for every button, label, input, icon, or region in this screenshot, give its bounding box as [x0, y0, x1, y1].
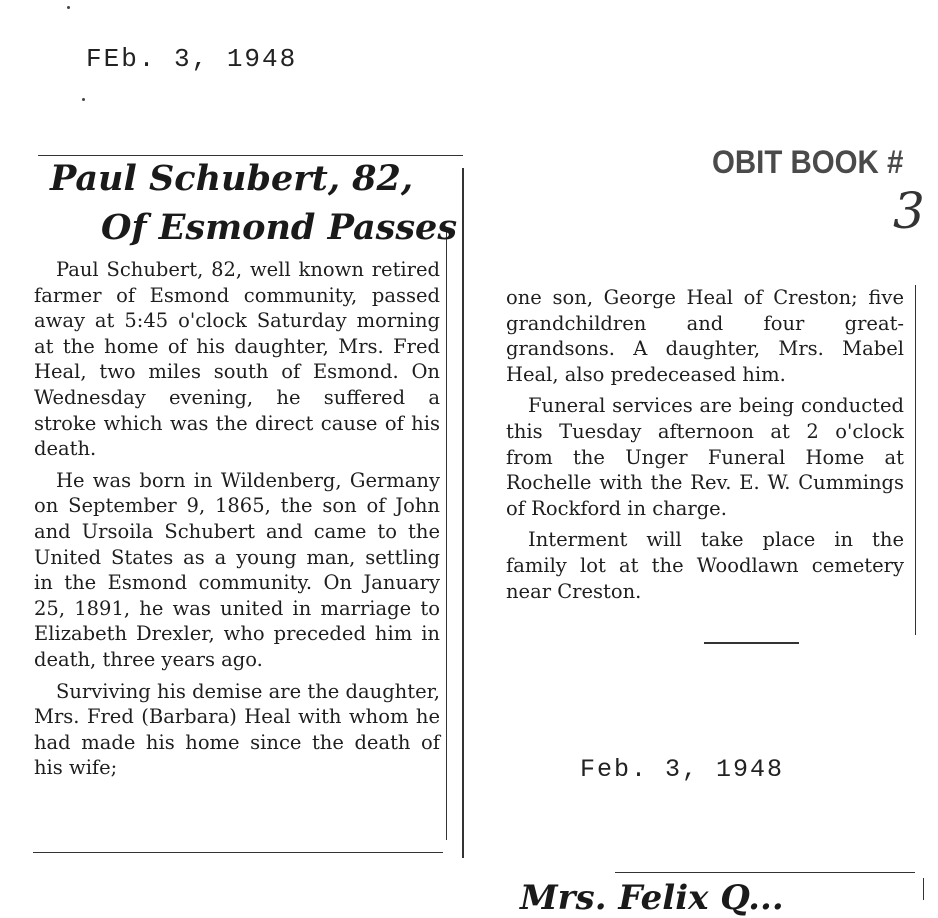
next-clipping-edge	[923, 878, 924, 900]
handwritten-book-number: 3	[893, 182, 925, 240]
speck	[67, 6, 70, 9]
right-column-border	[915, 285, 916, 635]
end-rule	[704, 642, 799, 644]
article-right-column	[506, 285, 904, 604]
clipping-right-border-2	[446, 230, 447, 840]
article-paragraph: He was born in Wildenberg, Germany on September 9, 1865, the son of John and Ursoila Schubert and came to the United States as a young man, settling in the Esmond community. On January 25, 1891, he was united in marriage to Elizabeth Drexler, who preceded him in death, three years ago.	[34, 468, 440, 671]
clipping-right-border	[462, 168, 464, 858]
headline-line-1: Paul Schubert, 82,	[50, 158, 414, 199]
clipping-top-rule	[38, 155, 463, 156]
bottom-date: Feb. 3, 1948	[580, 755, 785, 784]
next-clipping-rule	[615, 872, 915, 873]
speck	[82, 98, 85, 101]
clipping-bottom-rule	[33, 852, 443, 853]
article-paragraph: Interment will take place in the family lot at the Woodlawn cemetery near Creston.	[506, 528, 904, 603]
article-paragraph: one son, George Heal of Creston; five grandchildren and four great-grandsons. A daughter, Mrs. Mabel Heal, also predeceased him.	[506, 286, 904, 386]
article-paragraph: Paul Schubert, 82, well known retired farmer of Esmond community, passed away at 5:45 o'clock Saturday morning at the home of his daughter, Mrs. Fred Heal, two miles south of Esmond. On Wednesday evening, he suffered a stroke which was the direct cause of his death.	[34, 258, 440, 461]
headline-line-2: Of Esmond Passes	[101, 207, 458, 248]
obit-book-stamp: OBIT BOOK #	[712, 144, 904, 180]
article-left-column	[34, 257, 440, 781]
top-date: FEb. 3, 1948	[86, 44, 298, 74]
next-clipping-headline: Mrs. Felix Q...	[520, 878, 784, 918]
article-paragraph: Funeral services are being conducted this Tuesday afternoon at 2 o'clock from the Unger Funeral Home at Rochelle with the Rev. E. W. Cummings of Rockford in charge.	[506, 394, 904, 520]
article-paragraph: Surviving his demise are the daughter, Mrs. Fred (Barbara) Heal with whom he had made his home since the death of his wife;	[34, 679, 440, 780]
